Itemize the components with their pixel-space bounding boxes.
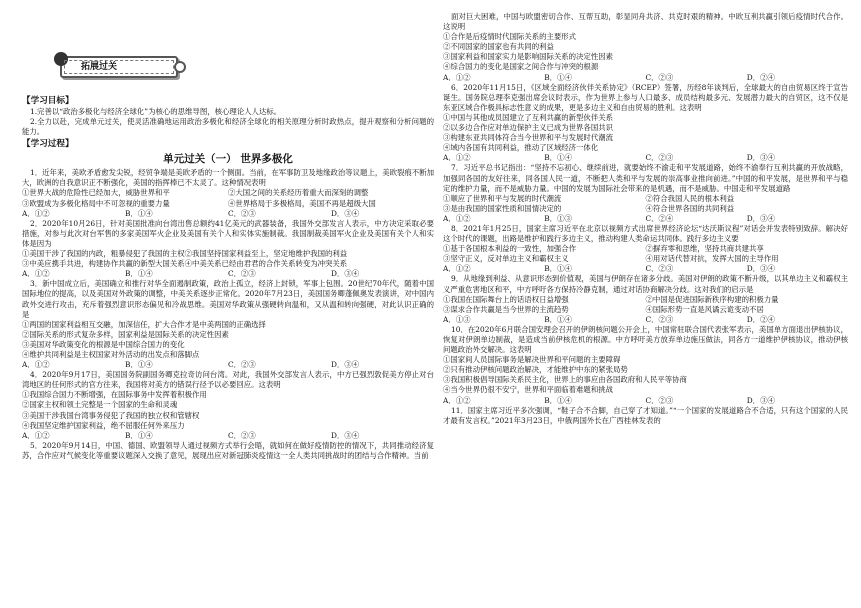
option-item: ②中国是促进国际新秩序构建的积极力量 [645, 294, 779, 304]
answer-choices [22, 209, 434, 219]
option-item: ①我国综合国力不断增强，在国际事务中发挥着积极作用 [22, 390, 207, 400]
answer-choice: A．①② [22, 269, 50, 279]
question-stem: 7．习近平总书记指出：“坚持不忘初心、继续前进，就要始终不渝走和平发展道路，始终不渝奉行互利共赢的开放战略，加强同各国的友好往来，同各国人民一道，不断把人类和平与发展的崇高事业推向前进。”中国的和平发展，是世界和平与稳定的维护力量，而不是威胁力量。中国的发展为国际社会带来的是机遇，而不是威胁。中国走和平发展道路 [443, 163, 848, 193]
option-row [443, 305, 848, 315]
option-item: ①两国的国家利益相互交融，加深信任，扩大合作才是中美两国的正确选择 [22, 319, 266, 329]
unit-title: 单元过关（一） 世界多极化 [163, 153, 293, 166]
option-item: ③我国积极倡导国际关系民主化，世界上的事应由各国政府和人民平等协商 [443, 375, 687, 385]
answer-choices [443, 153, 848, 163]
question-stem: 2．2020年10月26日，针对美国批准向台湾出售总额约41亿美元的武器装备，我国外交部发言人表示，中方决定采取必要措施，对参与此次对台军售的多家美国军火企业及美国有关个人和实体实施制裁。我国制裁美国军火企业及美国有关个人和实体是因为 [22, 218, 434, 248]
option-item: ④域内各国有共同利益，推动了区域经济一体化 [443, 143, 599, 153]
option-item: ①世界大战的危险性已经加大，威胁世界和平 [22, 188, 170, 198]
right-question-list [443, 12, 848, 426]
answer-choice: B．①④ [125, 269, 153, 279]
answer-choice: D．③④ [746, 213, 775, 223]
option-row [443, 295, 848, 305]
option-row [443, 254, 848, 264]
answer-choice: A．①② [443, 213, 471, 223]
answer-choice: D．③④ [331, 430, 360, 440]
question-stem: 6．2020年11月15日，《区域全面经济伙伴关系协定》（RCEP）签署，历经8年谈判后，全球最大的自由贸易区终于宣告诞生。国务院总理李克强出席会议时表示，作为世界上参与人口最多、成员结构最多元、发展潜力最大的自贸区，这不仅是东亚区域合作极具标志性意义的成果，更是多边主义和自由贸易的胜利。这表明 [443, 82, 848, 112]
option-item: ③谋求合作共赢是当今世界的主流趋势 [443, 304, 569, 314]
option-item: ②以多边合作应对单边保护主义已成为世界各国共识 [443, 123, 613, 133]
option-item: ②大国之间的关系经历着重大而深刻的调整 [228, 188, 369, 198]
answer-choice: A．①② [22, 360, 50, 370]
option-item: ③国家利益和国家实力是影响国际关系的决定性因素 [443, 52, 613, 62]
answer-choice: C．②③ [228, 430, 256, 440]
answer-choice: C．②③ [228, 269, 256, 279]
answer-choice: C．②③ [645, 264, 674, 274]
right-column [443, 12, 848, 608]
question-stem: 1．近年来，美欧矛盾愈发尖锐，经贸争端是美欧矛盾的一个侧面。当前，在军事防卫及地缘政治等议题上，美欧裂痕不断加大，欧洲的自我意识正不断强化，美国的指挥棒已不太灵了。这种情况表明 [22, 168, 434, 188]
answer-choice: B．①④ [125, 430, 153, 440]
option-item: ①国家间人员国际事务是解决世界和平问题的主要障碍 [443, 355, 621, 365]
answer-choice: C．②③ [645, 153, 674, 163]
option-item: ③美国干涉我国台湾事务侵犯了我国的独立权和管辖权 [22, 410, 200, 420]
answer-choice: B．①④ [544, 264, 572, 274]
banner-title: 拓展过关 [64, 60, 174, 74]
option-row [443, 204, 848, 214]
question-stem: 3．新中国成立后，美国确立和推行对华全面遏制政策，政治上孤立，经济上封锁，军事上包围。20世纪70年代，随着中国国际地位的提高，以及美国对外政策的调整，中美关系逐步正常化。2020年7月23日，美国国务卿蓬佩奥发表演讲，对中国内政外交进行攻击，充斥着强烈意识形态偏见和冷战思维。美国对华政策从强硬转向温和，又从温和转向强硬，对此认识正确的是 [22, 279, 434, 319]
answer-choice: D．③④ [746, 153, 775, 163]
answer-choices [443, 264, 848, 274]
option-item: ②不同国家的国家也有共同的利益 [443, 42, 554, 52]
answer-choice: B．①④ [544, 314, 572, 324]
option-item: ④我国坚定维护国家利益，绝不屈服任何外来压力 [22, 420, 185, 430]
option-item: ④国际形势一直是风谲云诡变动不居 [645, 304, 764, 314]
answer-choice: A．①② [22, 430, 50, 440]
question-stem: 8．2021年1月25日，国家主席习近平在北京以视频方式出席世界经济论坛“达沃斯议程”对话会并发表特别致辞。解决好这个时代的课题，出路是维护和践行多边主义，推动构建人类命运共同体。践行多边主义要 [443, 223, 848, 244]
answer-choice: D．②④ [746, 72, 775, 82]
option-item: ④用对话代替对抗，发挥大国的主导作用 [645, 254, 779, 264]
answer-choice: D．③④ [331, 269, 360, 279]
answer-choices [22, 360, 434, 370]
answer-choice: C．②③ [645, 314, 674, 324]
option-item: ④综合国力的变化是国家之间合作与冲突的根源 [443, 62, 599, 72]
option-row [443, 194, 848, 204]
answer-choice: B．①③ [544, 213, 572, 223]
option-item: ①美国干涉了我国的内政，粗暴侵犯了我国的主权②我国坚持国家利益至上，坚定地维护我国的利益 [22, 249, 348, 259]
question-stem: 11．国家主席习近平多次强调，“鞋子合不合脚，自己穿了才知道。”“一个国家的发展道路合不合适，只有这个国家的人民才最有发言权。”2021年3月23日，中俄两国外长在广西桂林发表的 [443, 405, 848, 425]
option-item: ③是由我国的国家性质和国情决定的 [443, 203, 562, 213]
option-item: ①合作是后疫情时代国际关系的主要形式 [443, 32, 577, 42]
answer-choices [443, 315, 848, 325]
section-banner [60, 56, 178, 78]
question-stem: 9．从地缘到利益、从意识形态到价值观，美国与伊朗存在诸多分歧。美国对伊朗的政策不断升级，以其单边主义和霸权主义严重危害地区和平，中方呼吁各方保持冷静克制，通过对话协商解决分歧。这对我们的启示是 [443, 274, 848, 294]
option-item: ④维护共同利益是主权国家对外活动的出发点和落脚点 [22, 349, 200, 359]
left-column [22, 0, 434, 608]
answer-choices [443, 396, 848, 406]
answer-choices [22, 431, 434, 441]
option-item: ②国家主权和领土完整是一个国家的生命和灵魂 [22, 400, 178, 410]
question-stem: 4．2020年9月17日，美国国务院副国务卿克拉奇访问台湾。对此，我国外交部发言人表示，中方已强烈敦促美方停止对台湾地区的任何形式的官方往来，我国将对美方的错误行径予以必要回应。这表明 [22, 370, 434, 390]
answer-choice: B．①④ [544, 72, 572, 82]
option-item: ④世界格局于多极格局，美国不再是超级大国 [228, 198, 376, 208]
option-item: ③中美应携手共进，构建协作共赢的新型大国关系④中美关系已经由君君的合作关系转变为冲突关系 [22, 259, 348, 269]
answer-choice: D．③④ [331, 208, 360, 218]
answer-choice: C．②③ [228, 208, 256, 218]
banner-ring-icon [174, 61, 186, 73]
process-heading: 【学习过程】 [22, 139, 74, 150]
question-stem: 5．2020年9月14日，中国、德国、欧盟领导人通过视频方式举行会晤，就如何在做好疫情防控的情况下，共同推动经济复苏，合作应对气候变化等重要议题深入交换了意见，展现出应对新冠肺炎疫情这一全人类共同挑战时的团结与合作精神。当前 [22, 440, 434, 460]
answer-choice: B．①④ [125, 360, 153, 370]
option-row [443, 244, 848, 254]
answer-choice: D．③④ [746, 264, 775, 274]
answer-choice: B．①④ [544, 153, 572, 163]
answer-choice: B．①④ [544, 395, 572, 405]
answer-choice: A．①② [22, 208, 50, 218]
answer-choice: D．②④ [746, 314, 775, 324]
answer-choice: B．①④ [125, 208, 153, 218]
answer-choice: C．②③ [645, 72, 674, 82]
option-row [22, 188, 434, 198]
answer-choice: A．①② [443, 395, 471, 405]
answer-choice: A．①② [443, 72, 471, 82]
option-item: ④当今世界仍很不安宁，世界和平面临着难题和挑战 [443, 385, 613, 395]
answer-choice: A．①② [443, 264, 471, 274]
answer-choice: C．②④ [645, 213, 674, 223]
goal-item: 2.全力以赴，完成单元过关，使灵活准确地运用政治多极化和经济全球化的相关原理分析时政热点，提升观察和分析问题的能力。 [22, 117, 434, 137]
option-item: ②符合我国人民的根本利益 [645, 193, 735, 203]
answer-choice: C．②③ [228, 360, 256, 370]
answer-choices [22, 269, 434, 279]
goals-heading: 【学习目标】 [22, 96, 74, 106]
option-item: ③构建东亚共同体符合当今世界和平与发展时代潮流 [443, 133, 613, 143]
answer-choice: A．①③ [443, 314, 471, 324]
option-item: ②国际关系的形式复杂多样，国家利益是国际关系的决定性因素 [22, 329, 229, 339]
option-item: ①顺应了世界和平与发展的时代潮流 [443, 193, 562, 203]
option-item: ④符合世界各国的共同利益 [645, 203, 735, 213]
option-item: ③坚守正义，反对单边主义和霸权主义 [443, 254, 569, 264]
answer-choice: A．①② [443, 153, 471, 163]
option-item: ①基于各国根本利益的一致性，加强合作 [443, 244, 577, 254]
option-item: ③美国对华政策变化的根源是中国综合国力的变化 [22, 339, 185, 349]
question-stem: 面对巨大困难，中国与欧盟密切合作、互帮互助，彰显同舟共济、共克时艰的精神。中欧互利共赢引领后疫情时代合作。这说明 [443, 12, 848, 32]
option-item: ③欧盟成为多极化格局中不可忽视的重要力量 [22, 198, 170, 208]
question-stem: 10．在2020年6月联合国安理会召开的伊朗核问题公开会上，中国常驻联合国代表张军表示，美国单方面退出伊核协议，恢复对伊朗单边制裁，是造成当前伊核危机的根源。中方呼吁美方放弃单边施压做法，同各方一道维护伊核协议，推动伊核问题政治外交解决。这表明 [443, 324, 848, 355]
answer-choice: D．③④ [746, 395, 775, 405]
option-item: ②只有推动伊核问题政治解决，才能维护中东的紧张局势 [443, 365, 628, 375]
answer-choice: C．②③ [645, 395, 674, 405]
option-item: ①中国与其他成员国建立了互利共赢的新型伙伴关系 [443, 112, 613, 122]
option-item: ②摒弃零和思维，坚持共商共建共享 [645, 244, 764, 254]
answer-choices [443, 73, 848, 83]
goal-item: 1.完善以“政治多极化与经济全球化”为核心的思维导图，核心理论人人达标。 [30, 107, 282, 116]
answer-choices [443, 214, 848, 224]
option-item: ①我国在国际舞台上的话语权日益增强 [443, 294, 569, 304]
left-content [22, 94, 434, 461]
option-row [22, 199, 434, 209]
left-question-list [22, 168, 434, 461]
answer-choice: D．③④ [331, 360, 360, 370]
